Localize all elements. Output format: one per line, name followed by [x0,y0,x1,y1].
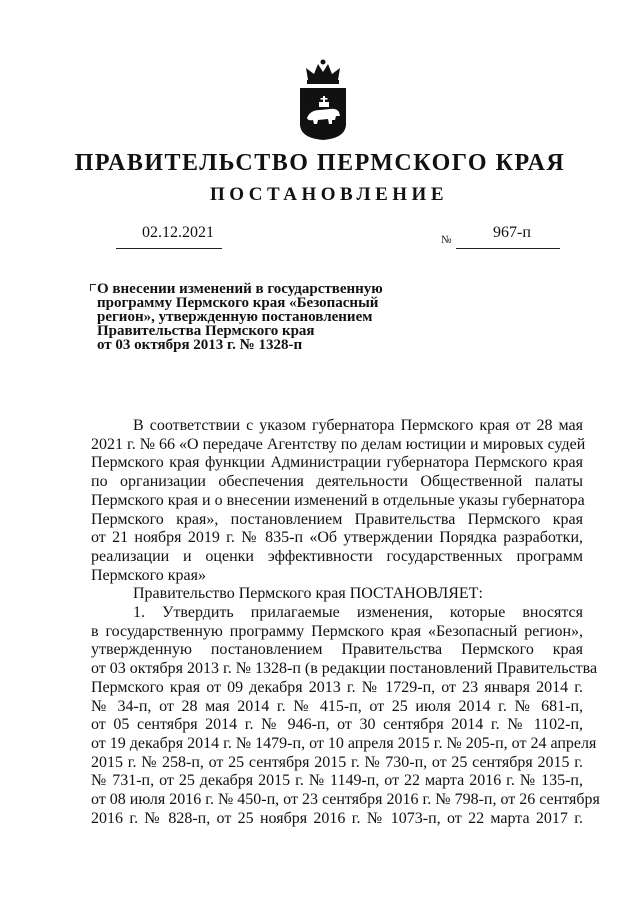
subject-line: программу Пермского края «Безопасный [97,295,379,311]
number-underline [456,248,560,249]
body-line: № 34-п, от 28 мая 2014 г. № 415-п, от 25 июля 2014 г. № 681-п, [91,697,583,715]
body-line: Пермского края», постановлением Правительства Пермского края [91,510,583,528]
body-line: 2016 г. № 828-п, от 25 ноября 2016 г. № 1073-п, от 22 марта 2017 г. [91,809,583,827]
subject-line: регион», утвержденную постановлением [97,309,373,325]
coat-of-arms-icon [292,58,354,142]
subject-line: О внесении изменений в государственную [90,282,383,296]
body-line: Пермского края от 09 декабря 2013 г. № 1729-п, от 23 января 2014 г. [91,678,583,696]
subject-line: от 03 октября 2013 г. № 1328-п [97,337,303,353]
government-title: ПРАВИТЕЛЬСТВО ПЕРМСКОГО КРАЯ [74,150,566,176]
document-body [91,417,600,828]
date-underline [116,248,222,249]
subject-line: Правительства Пермского края [97,323,315,339]
body-line: № 731-п, от 25 декабря 2015 г. № 1149-п, от 22 марта 2016 г. № 135-п, [91,772,583,790]
body-line: Правительство Пермского края ПОСТАНОВЛЯЕТ: [133,585,483,603]
body-line: от 19 декабря 2014 г. № 1479-п, от 10 апреля 2015 г. № 205-п, от 24 апреля [91,734,597,752]
document-date: 02.12.2021 [142,224,214,241]
number-sign: № [441,234,452,246]
body-line: в государственную программу Пермского края «Безопасный регион», [91,622,583,640]
document-subject [90,282,383,352]
body-line: реализации и оценки эффективности государственных программ [91,547,583,565]
body-line: В соответствии с указом губернатора Пермского края от 28 мая [133,417,583,434]
body-line: 1. Утвердить прилагаемые изменения, которые вносятся [133,604,583,622]
body-line: по организации обеспечения деятельности Общественной палаты [91,473,583,491]
body-line: от 08 июля 2016 г. № 450-п, от 23 сентября 2016 г. № 798-п, от 26 сентября [91,791,600,809]
body-line: 2015 г. № 258-п, от 25 сентября 2015 г. № 730-п, от 25 сентября 2015 г. [91,753,583,771]
body-line: Пермского края и о внесении изменений в отдельные указы губернатора [91,491,585,509]
body-line: от 21 ноября 2019 г. № 835-п «Об утверждении Порядка разработки, [91,529,583,547]
body-line: от 03 октября 2013 г. № 1328-п (в редакции постановлений Правительства [91,660,598,678]
body-line: 2021 г. № 66 «О передаче Агентству по делам юстиции и мировых судей [91,435,586,453]
body-line: Пермского края функции Администрации губернатора Пермского края [91,454,583,472]
body-line: от 05 сентября 2014 г. № 946-п, от 30 сентября 2014 г. № 1102-п, [91,716,583,734]
document-type: ПОСТАНОВЛЕНИЕ [209,184,449,205]
corner-mark [90,284,96,291]
document-number: 967-п [493,224,531,241]
body-line: Пермского края» [91,566,206,584]
body-line: утвержденную постановлением Правительства Пермского края [91,641,583,659]
